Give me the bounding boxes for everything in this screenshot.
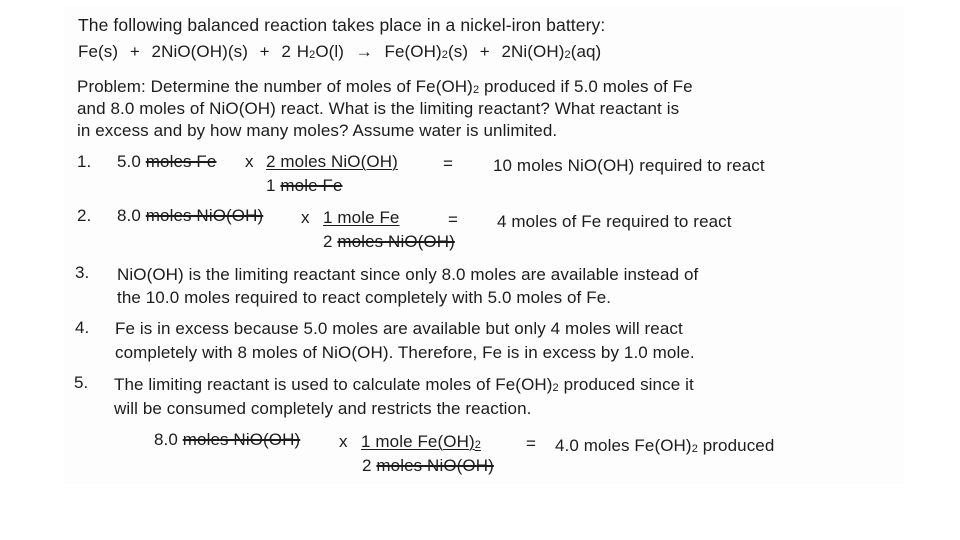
step-2-equals: =: [448, 210, 459, 229]
step-1-numerator: 2 moles NiO(OH): [266, 152, 398, 171]
step-4-line-1: Fe is in excess because 5.0 moles are available but only 4 moles will react: [115, 319, 683, 338]
step-4-line-2: completely with 8 moles of NiO(OH). Therefore, Fe is in excess by 1.0 mole.: [115, 343, 695, 362]
cancelled-unit: moles NiO(OH): [376, 456, 494, 475]
final-result: 4.0 moles $Fe(OH)_2$ produced: [555, 436, 775, 455]
step-5-line-2: will be consumed completely and restricts the reaction.: [114, 399, 532, 418]
cancelled-unit: moles NiO(OH): [182, 430, 301, 449]
problem-line-2: and 8.0 moles of NiO(OH) react. What is the limiting reactant? What reactant is: [77, 99, 680, 118]
balanced-equation: Fe(s) + 2NiO(OH)(s) + 2 $H_2O(l) \to Fe(OH)_2(s) + 2Ni(OH)_2(aq)$: [78, 42, 602, 61]
step-2-given: 8.0 moles NiO(OH): [117, 206, 264, 225]
step-1-equals: =: [443, 154, 454, 173]
cancelled-unit: moles NiO(OH): [337, 232, 455, 251]
step-1-times: x: [245, 152, 254, 171]
step-3-line-1: NiO(OH) is the limiting reactant since only 8.0 moles are available instead of: [117, 265, 699, 284]
final-numerator: 1 mole $Fe(OH)_2$: [361, 432, 481, 451]
final-times: x: [339, 432, 348, 451]
step-3-number: 3.: [75, 263, 90, 282]
step-2-numerator: 1 mole Fe: [323, 208, 400, 227]
problem-line-3: in excess and by how many moles? Assume water is unlimited.: [77, 121, 558, 140]
cancelled-unit: mole Fe: [280, 176, 343, 195]
step-5-line-1: The limiting reactant is used to calculate moles of $Fe(OH)_2$ produced since it: [114, 375, 694, 394]
step-5-number: 5.: [74, 373, 89, 392]
final-equals: =: [526, 434, 537, 453]
arrow-icon: →: [355, 42, 373, 61]
final-denominator: 2 moles NiO(OH): [362, 456, 494, 475]
step-2-result: 4 moles of Fe required to react: [497, 212, 732, 231]
cancelled-unit: moles NiO(OH): [145, 206, 264, 225]
step-2-denominator: 2 moles NiO(OH): [323, 232, 455, 251]
step-4-number: 4.: [75, 318, 90, 337]
problem-line-1: Problem: Determine the number of moles of $Fe(OH)_2$ produced if 5.0 moles of Fe: [77, 77, 693, 96]
step-1-denominator: 1 mole Fe: [266, 176, 343, 195]
step-1-given: 5.0 moles Fe: [117, 152, 217, 171]
document-title: The following balanced reaction takes place in a nickel-iron battery:: [78, 15, 606, 35]
step-2-number: 2.: [77, 206, 92, 225]
cancelled-unit: moles Fe: [145, 152, 217, 171]
step-2-times: x: [301, 208, 310, 227]
step-3-line-2: the 10.0 moles required to react completely with 5.0 moles of Fe.: [117, 288, 612, 307]
step-1-number: 1.: [77, 152, 92, 171]
final-given: 8.0 moles NiO(OH): [154, 430, 301, 449]
step-1-result: 10 moles NiO(OH) required to react: [493, 156, 765, 175]
